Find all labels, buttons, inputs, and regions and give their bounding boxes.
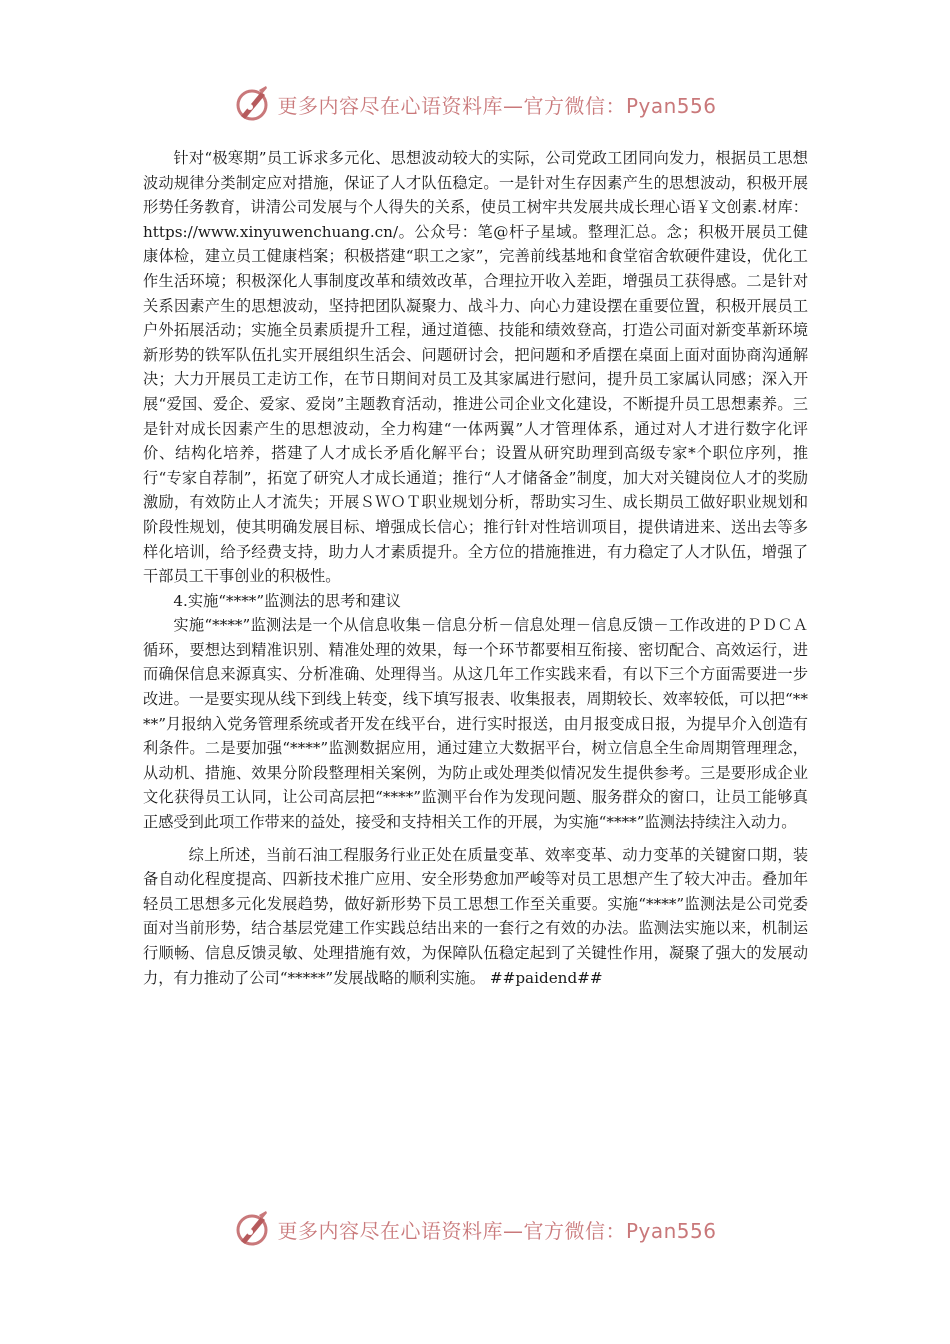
summary-paragraph: 综上所述，当前石油工程服务行业正处在质量变革、效率变革、动力变革的关键窗口期，装备自动化程度提高、四新技术推广应用、安全形势愈加严峻等对员工思想产生了较大冲击。叠加年轻员工思想多元化发展趋势，做好新形势下员工思想工作至关重要。实施“****”监测法是公司党委面对当前形势，结合基层党建工作实践总结出来的一套行之有效的办法。监测法实施以来，机制运行顺畅、信息反馈灵敏、处理措施有效，为保障队伍稳定起到了关键性作用，凝聚了强大的发展动力，有力推动了公司“*****”发展战略的顺利实施。 ##paidend##	[143, 845, 808, 987]
footer-banner	[0, 1207, 950, 1251]
paragraph-one: 针对“极寒期”员工诉求多元化、思想波动较大的实际，公司党政工团同向发力，根据员工思想波动规律分类制定应对措施，保证了人才队伍稳定。一是针对生存因素产生的思想波动，积极开展形势任务教育，讲清公司发展与个人得失的关系，使员工树牢共发展共成长理心语￥文创素.材库：https://www.xinyuwenchuang.cn/。公众号：笔@杆子星域。整理汇总。念；积极开展员工健康体检，建立员工健康档案；积极搭建“职工之家”，完善前线基地和食堂宿舍软硬件建设，优化工作生活环境；积极深化人事制度改革和绩效改革，合理拉开收入差距，增强员工获得感。二是针对关系因素产生的思想波动，坚持把团队凝聚力、战斗力、向心力建设摆在重要位置，积极开展员工户外拓展活动；实施全员素质提升工程，通过道德、技能和绩效登高，打造公司面对新变革新环境新形势的铁军队伍扎实开展组织生活会、问题研讨会，把问题和矛盾摆在桌面上面对面协商沟通解决；大力开展员工走访工作，在节日期间对员工及其家属进行慰问，提升员工家属认同感；深入开展“爱国、爱企、爱家、爱岗”主题教育活动，推进公司企业文化建设，不断提升员工思想素养。三是针对成长因素产生的思想波动，全力构建“一体两翼”人才管理体系，通过对人才进行数字化评价、结构化培养，搭建了人才成长矛盾化解平台；设置从研究助理到高级专家*个职位序列，推行“专家自荐制”，拓宽了研究人才成长通道；推行“人才储备金”制度，加大对关键岗位人才的奖励激励，有效防止人才流失；开展ＳＷＯＴ职业规划分析，帮助实习生、成长期员工做好职业规划和阶段性规划，使其明确发展目标、增强成长信心；推行针对性培训项目，提供请进来、送出去等多样化培训，给予经费支持，助力人才素质提升。全方位的措施推进，有力稳定了人才队伍，增强了干部员工干事创业的积极性。	[143, 149, 808, 586]
header-banner	[0, 82, 950, 126]
pen-seal-logo-icon	[233, 1209, 273, 1249]
document-body	[143, 146, 808, 990]
paragraph-two: 实施“****”监测法是一个从信息收集－信息分析－信息处理－信息反馈－工作改进的ＰＤＣＡ循环，要想达到精准识别、精准处理的效果，每一个环节都要相互衔接、密切配合、高效运行，进而确保信息来源真实、分析准确、处理得当。从这几年工作实践来看，有以下三个方面需要进一步改进。一是要实现从线下到线上转变，线下填写报表、收集报表，周期较长、效率较低，可以把“****”月报纳入党务管理系统或者开发在线平台，进行实时报送，由月报变成日报，为提早介入创造有利条件。二是要加强“****”监测数据应用，通过建立大数据平台，树立信息全生命周期管理理念，从动机、措施、效果分阶段整理相关案例，为防止或处理类似情况发生提供参考。三是要形成企业文化获得员工认同，让公司高层把“****”监测平台作为发现问题、服务群众的窗口，让员工能够真正感受到此项工作带来的益处，接受和支持相关工作的开展，为实施“****”监测法持续注入动力。	[143, 616, 808, 832]
section-heading: 4.实施“****”监测法的思考和建议	[173, 591, 401, 610]
pen-seal-logo-icon	[233, 84, 273, 124]
banner-text: 更多内容尽在心语资料库—官方微信：Pyan556	[277, 1218, 717, 1243]
banner-text: 更多内容尽在心语资料库—官方微信：Pyan556	[277, 93, 717, 118]
